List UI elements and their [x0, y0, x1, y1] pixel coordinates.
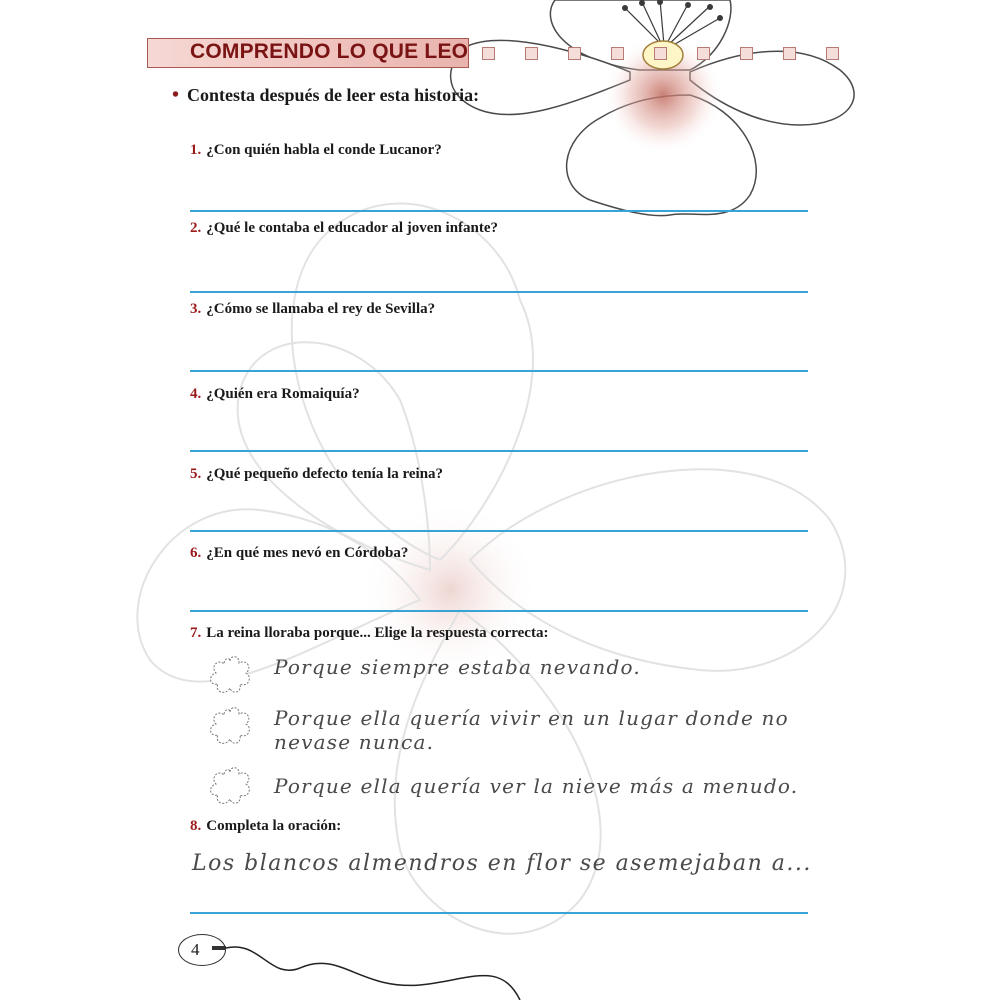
decorative-cord	[226, 947, 520, 1000]
question-4: 4. ¿Quién era Romaiquía?	[190, 386, 360, 402]
answer-line-5[interactable]	[190, 530, 808, 532]
option-3-text: Porque ella quería ver la nieve más a menudo.	[274, 774, 799, 798]
section-title: COMPRENDO LO QUE LEO	[190, 40, 469, 63]
page-number: 4	[178, 934, 226, 966]
sentence-prompt: Los blancos almendros en flor se asemejaban a...	[192, 851, 812, 876]
answer-line-4[interactable]	[190, 450, 808, 452]
answer-line-2[interactable]	[190, 291, 808, 293]
option-3[interactable]	[206, 766, 836, 812]
question-7: 7. La reina lloraba porque... Elige la respuesta correcta:	[190, 625, 549, 641]
banner-square-decoration	[611, 47, 624, 60]
banner-square-decoration	[740, 47, 753, 60]
banner-square-decoration	[697, 47, 710, 60]
banner-square-decoration	[525, 47, 538, 60]
question-6: 6. ¿En qué mes nevó en Córdoba?	[190, 545, 409, 561]
option-2[interactable]	[206, 706, 836, 758]
banner-square-decoration	[568, 47, 581, 60]
question-3: 3. ¿Cómo se llamaba el rey de Sevilla?	[190, 301, 436, 317]
flower-checkbox-icon[interactable]	[206, 655, 258, 701]
answer-line-6[interactable]	[190, 610, 808, 612]
banner-square-decoration	[826, 47, 839, 60]
answer-line-3[interactable]	[190, 370, 808, 372]
instructions-text: Contesta después de leer esta historia:	[187, 85, 480, 105]
option-1[interactable]	[206, 655, 836, 701]
flower-checkbox-icon[interactable]	[206, 706, 258, 752]
question-5: 5. ¿Qué pequeño defecto tenía la reina?	[190, 466, 444, 482]
bullet-icon: •	[172, 84, 180, 106]
question-1: 1. ¿Con quién habla el conde Lucanor?	[190, 142, 442, 158]
answer-line-8[interactable]	[190, 912, 808, 914]
banner-square-decoration	[783, 47, 796, 60]
question-8: 8. Completa la oración:	[190, 818, 342, 834]
banner-square-decoration	[482, 47, 495, 60]
banner-square-decoration	[654, 47, 667, 60]
option-1-text: Porque siempre estaba nevando.	[274, 655, 641, 679]
instructions	[172, 84, 479, 107]
question-2: 2. ¿Qué le contaba el educador al joven infante?	[190, 220, 499, 236]
flower-checkbox-icon[interactable]	[206, 766, 258, 812]
option-2-text: Porque ella quería vivir en un lugar donde no nevase nunca.	[274, 706, 789, 754]
answer-line-1[interactable]	[190, 210, 808, 212]
